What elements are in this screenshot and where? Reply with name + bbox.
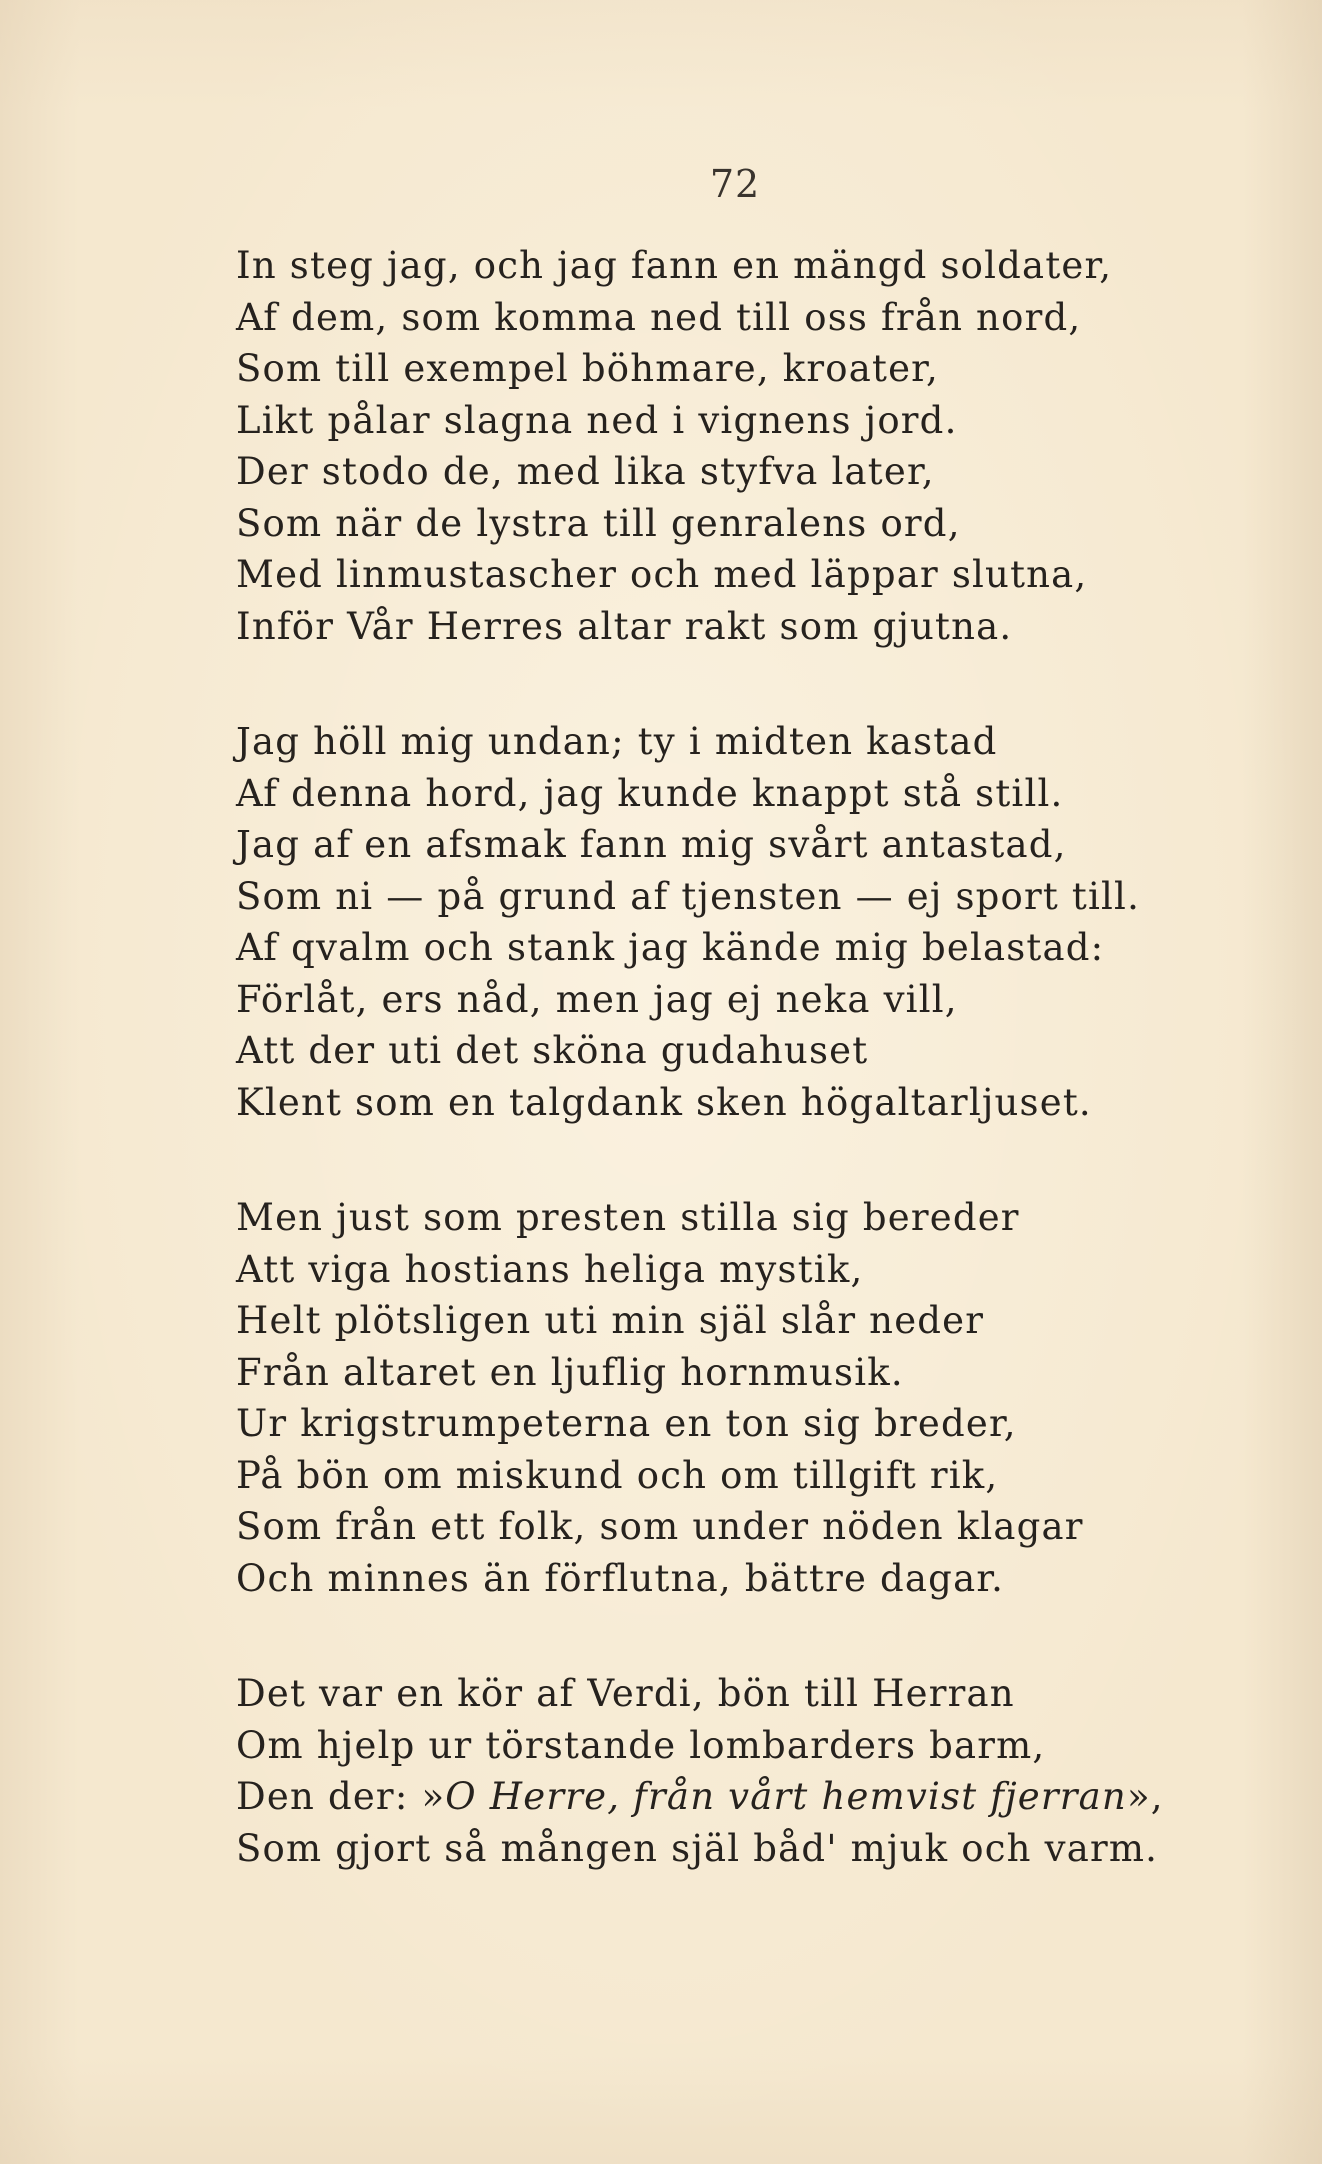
stanza-3 (236, 1192, 1286, 1604)
poem-line: Från altaret en ljuflig hornmusik. (236, 1350, 904, 1394)
poem-line: Af denna hord, jag kunde knappt stå still. (236, 771, 1064, 815)
poem-line: Förlåt, ers nåd, men jag ej neka vill, (236, 977, 958, 1021)
poem-line: Att der uti det sköna gudahuset (236, 1029, 869, 1072)
poem-line: Som från ett folk, som under nöden klagar (236, 1505, 1084, 1548)
poem-line: Af dem, som komma ned till oss från nord, (236, 295, 1082, 339)
poem-line: Men just som presten stilla sig bereder (236, 1196, 1020, 1239)
poem-line: Som när de lystra till genralens ord, (236, 501, 961, 545)
poem-line: Med linmustascher och med läppar slutna, (236, 553, 1088, 596)
poem-line: Att viga hostians heliga mystik, (236, 1247, 864, 1291)
page-number: 72 (709, 162, 761, 206)
quote-suffix: », (1126, 1775, 1164, 1818)
stanza-2 (236, 716, 1286, 1128)
poem-line: Der stodo de, med lika styfva later, (236, 450, 935, 493)
poem-line: Som gjort så mången själ båd' mjuk och varm. (236, 1826, 1159, 1870)
stanza-1 (236, 240, 1286, 652)
stanza-4 (236, 1668, 1286, 1874)
poem-text (236, 240, 1286, 1874)
quote-prefix: Den der: » (236, 1775, 446, 1818)
poem-line: Ur krigstrumpeterna en ton sig breder, (236, 1402, 1017, 1445)
poem-line: Likt pålar slagna ned i vignens jord. (236, 398, 958, 442)
poem-line: Och minnes än förflutna, bättre dagar. (236, 1556, 1005, 1600)
poem-line: Som ni — på grund af tjensten — ej sport till. (236, 874, 1141, 918)
poem-line: Jag höll mig undan; ty i midten kastad (236, 720, 998, 763)
poem-line-quotation (236, 1771, 1286, 1823)
poem-line: In steg jag, och jag fann en mängd soldater, (236, 244, 1113, 287)
poem-line: Af qvalm och stank jag kände mig belastad: (236, 926, 1105, 969)
quote-italic-title: O Herre, från vårt hemvist fjerran (445, 1775, 1127, 1818)
poem-line: Som till exempel böhmare, kroater, (236, 347, 939, 390)
poem-line: Inför Vår Herres altar rakt som gjutna. (236, 604, 1013, 648)
poem-line: Klent som en talgdank sken högaltarljuset. (236, 1080, 1092, 1124)
poem-line: Helt plötsligen uti min själ slår neder (236, 1299, 985, 1342)
poem-line: På bön om miskund och om tillgift rik, (236, 1453, 999, 1497)
poem-line: Om hjelp ur törstande lombarders barm, (236, 1723, 1046, 1767)
poem-line: Jag af en afsmak fann mig svårt antastad, (236, 823, 1067, 866)
poem-line: Det var en kör af Verdi, bön till Herran (236, 1672, 1015, 1715)
